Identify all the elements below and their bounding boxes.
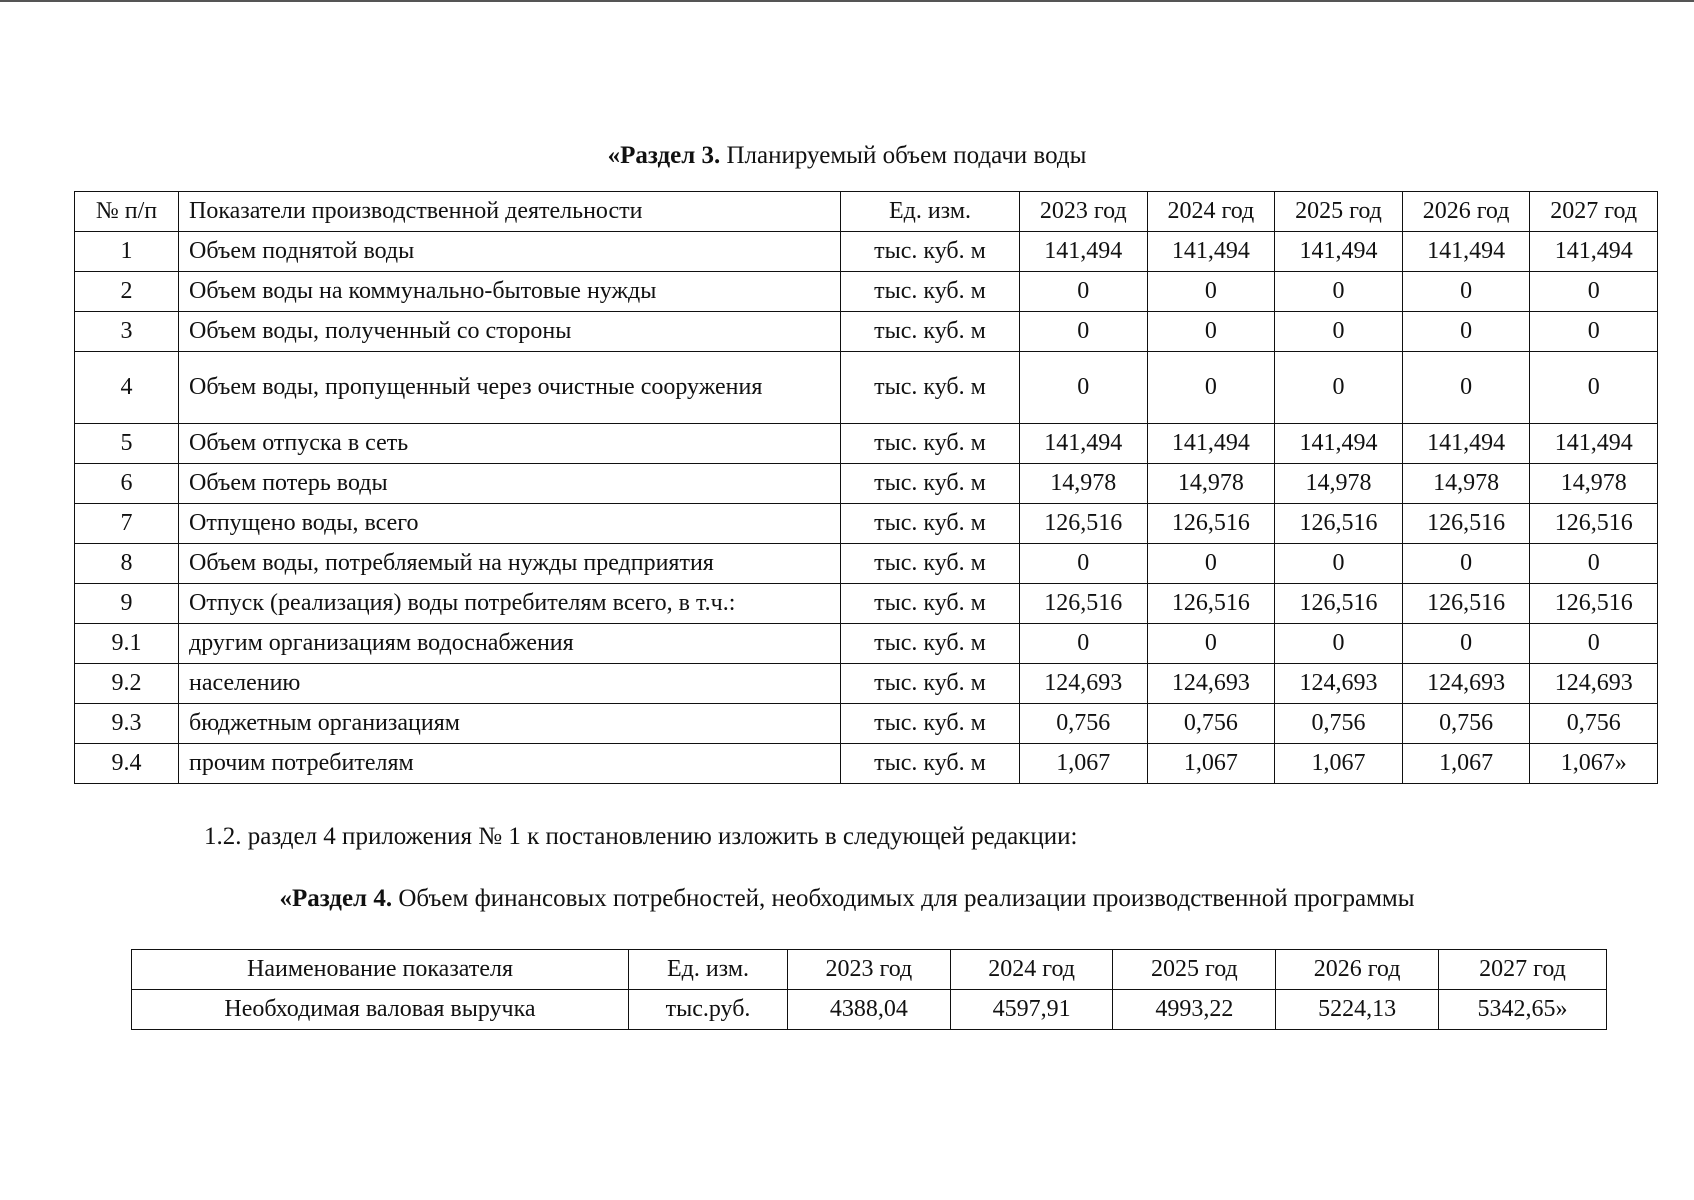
table-row [75,312,1658,352]
row-indicator-name: Отпуск (реализация) воды потребителям всего, в т.ч.: [179,584,841,624]
row-indicator-name: Объем воды, пропущенный через очистные сооружения [179,352,841,424]
row-value-2024: 14,978 [1147,464,1275,504]
table-row [75,544,1658,584]
table-row [75,232,1658,272]
row-unit: тыс. куб. м [841,584,1020,624]
table-row [75,624,1658,664]
header-unit: Ед. изм. [841,192,1020,232]
row-value-2026: 0 [1402,352,1530,424]
row-value-2026: 0 [1402,624,1530,664]
section-3-title-rest: Планируемый объем подачи воды [720,142,1087,169]
row-value-2026: 5224,13 [1276,990,1439,1030]
row-number: 7 [75,504,179,544]
top-border-line [0,0,1694,2]
water-supply-table [74,191,1658,784]
row-number: 8 [75,544,179,584]
table-row [75,664,1658,704]
table-row [75,272,1658,312]
row-value-2026: 141,494 [1402,232,1530,272]
row-unit: тыс. куб. м [841,624,1020,664]
header-year-2026: 2026 год [1402,192,1530,232]
row-value-2026: 0 [1402,272,1530,312]
row-value-2027: 0 [1530,312,1658,352]
header-year-2024: 2024 год [1147,192,1275,232]
row-value-2025: 0 [1275,624,1403,664]
row-value-2025: 0 [1275,272,1403,312]
row-number: 5 [75,424,179,464]
row-value-2023: 141,494 [1020,232,1148,272]
row-value-2024: 141,494 [1147,232,1275,272]
row-value-2025: 14,978 [1275,464,1403,504]
row-value-2025: 0,756 [1275,704,1403,744]
table-row [75,352,1658,424]
water-supply-table-body [75,232,1658,784]
row-value-2027: 0 [1530,544,1658,584]
row-indicator-name: Объем воды на коммунально-бытовые нужды [179,272,841,312]
row-number: 9.4 [75,744,179,784]
row-value-2027: 14,978 [1530,464,1658,504]
table-row [75,464,1658,504]
row-value-2024: 0 [1147,624,1275,664]
section-3-title-bold: «Раздел 3. [607,142,721,169]
row-value-2025: 1,067 [1275,744,1403,784]
header-year-2023: 2023 год [1020,192,1148,232]
row-indicator-name: Объем потерь воды [179,464,841,504]
table-row [75,504,1658,544]
row-indicator-name: Объем поднятой воды [179,232,841,272]
row-unit: тыс. куб. м [841,272,1020,312]
row-value-2027: 141,494 [1530,232,1658,272]
table-row [75,744,1658,784]
row-value-2024: 0 [1147,272,1275,312]
table-row [132,990,1607,1030]
row-value-2024: 0 [1147,352,1275,424]
row-value-2027: 0 [1530,352,1658,424]
row-value-2026: 1,067 [1402,744,1530,784]
row-value-2025: 124,693 [1275,664,1403,704]
row-indicator-name: прочим потребителям [179,744,841,784]
row-value-2026: 0 [1402,312,1530,352]
row-indicator-name: Объем отпуска в сеть [179,424,841,464]
row-value-2024: 141,494 [1147,424,1275,464]
row-value-2023: 0 [1020,312,1148,352]
header-year-2023: 2023 год [788,950,951,990]
row-value-2023: 0 [1020,272,1148,312]
table-header-row [132,950,1607,990]
row-value-2024: 0 [1147,312,1275,352]
row-value-2027: 126,516 [1530,584,1658,624]
row-value-2027: 0 [1530,272,1658,312]
row-value-2027: 0 [1530,624,1658,664]
section-4-title-rest: Объем финансовых потребностей, необходимых для реализации производственной программы [392,885,1415,912]
row-value-2026: 0 [1402,544,1530,584]
row-value-2027: 126,516 [1530,504,1658,544]
row-value-2023: 141,494 [1020,424,1148,464]
row-value-2023: 1,067 [1020,744,1148,784]
row-value-2023: 14,978 [1020,464,1148,504]
row-value-2026: 0,756 [1402,704,1530,744]
row-indicator-name: Объем воды, полученный со стороны [179,312,841,352]
row-value-2025: 0 [1275,312,1403,352]
header-indicator-name: Наименование показателя [132,950,629,990]
row-value-2026: 126,516 [1402,584,1530,624]
row-number: 9 [75,584,179,624]
row-value-2027: 1,067» [1530,744,1658,784]
row-value-2023: 126,516 [1020,584,1148,624]
row-indicator-name: населению [179,664,841,704]
row-value-2025: 126,516 [1275,504,1403,544]
row-value-2026: 141,494 [1402,424,1530,464]
header-year-2026: 2026 год [1276,950,1439,990]
row-unit: тыс. куб. м [841,744,1020,784]
header-year-2027: 2027 год [1438,950,1606,990]
row-value-2023: 0 [1020,352,1148,424]
row-number: 3 [75,312,179,352]
row-unit: тыс. куб. м [841,312,1020,352]
header-year-2025: 2025 год [1275,192,1403,232]
financial-needs-table [131,949,1607,1030]
row-number: 9.2 [75,664,179,704]
row-value-2024: 0,756 [1147,704,1275,744]
row-value-2027: 141,494 [1530,424,1658,464]
header-unit: Ед. изм. [629,950,788,990]
row-value-2023: 0,756 [1020,704,1148,744]
row-value-2025: 126,516 [1275,584,1403,624]
amendment-paragraph: 1.2. раздел 4 приложения № 1 к постановлению изложить в следующей редакции: [204,823,1078,850]
row-unit: тыс. куб. м [841,664,1020,704]
row-value-2023: 0 [1020,624,1148,664]
row-indicator-name: бюджетным организациям [179,704,841,744]
row-value-2026: 14,978 [1402,464,1530,504]
row-number: 2 [75,272,179,312]
row-value-2025: 141,494 [1275,232,1403,272]
row-unit: тыс. куб. м [841,424,1020,464]
row-value-2027: 0,756 [1530,704,1658,744]
row-indicator-name: Отпущено воды, всего [179,504,841,544]
header-number: № п/п [75,192,179,232]
row-number: 6 [75,464,179,504]
row-indicator-name: другим организациям водоснабжения [179,624,841,664]
row-value-2024: 126,516 [1147,584,1275,624]
row-number: 9.1 [75,624,179,664]
section-4-title-bold: «Раздел 4. [279,885,393,912]
table-header-row [75,192,1658,232]
row-value-2023: 124,693 [1020,664,1148,704]
row-unit: тыс. куб. м [841,504,1020,544]
header-year-2025: 2025 год [1113,950,1276,990]
row-unit: тыс. куб. м [841,352,1020,424]
financial-needs-table-body [132,990,1607,1030]
row-value-2027: 124,693 [1530,664,1658,704]
table-row [75,584,1658,624]
row-indicator-name: Объем воды, потребляемый на нужды предприятия [179,544,841,584]
row-unit: тыс. куб. м [841,232,1020,272]
row-value-2025: 0 [1275,544,1403,584]
row-value-2024: 124,693 [1147,664,1275,704]
row-value-2023: 126,516 [1020,504,1148,544]
table-row [75,704,1658,744]
row-number: 1 [75,232,179,272]
header-year-2027: 2027 год [1530,192,1658,232]
header-indicator: Показатели производственной деятельности [179,192,841,232]
row-value-2024: 1,067 [1147,744,1275,784]
row-number: 4 [75,352,179,424]
row-value-2025: 141,494 [1275,424,1403,464]
row-value-2025: 4993,22 [1113,990,1276,1030]
section-3-title [0,142,1694,170]
row-unit: тыс.руб. [629,990,788,1030]
section-4-title [0,885,1694,913]
row-indicator-name: Необходимая валовая выручка [132,990,629,1030]
row-unit: тыс. куб. м [841,704,1020,744]
row-value-2026: 126,516 [1402,504,1530,544]
row-value-2027: 5342,65» [1438,990,1606,1030]
header-year-2024: 2024 год [950,950,1113,990]
row-value-2024: 126,516 [1147,504,1275,544]
row-unit: тыс. куб. м [841,464,1020,504]
row-value-2024: 4597,91 [950,990,1113,1030]
row-value-2024: 0 [1147,544,1275,584]
row-unit: тыс. куб. м [841,544,1020,584]
row-value-2026: 124,693 [1402,664,1530,704]
row-value-2023: 4388,04 [788,990,951,1030]
table-row [75,424,1658,464]
row-value-2023: 0 [1020,544,1148,584]
row-number: 9.3 [75,704,179,744]
row-value-2025: 0 [1275,352,1403,424]
